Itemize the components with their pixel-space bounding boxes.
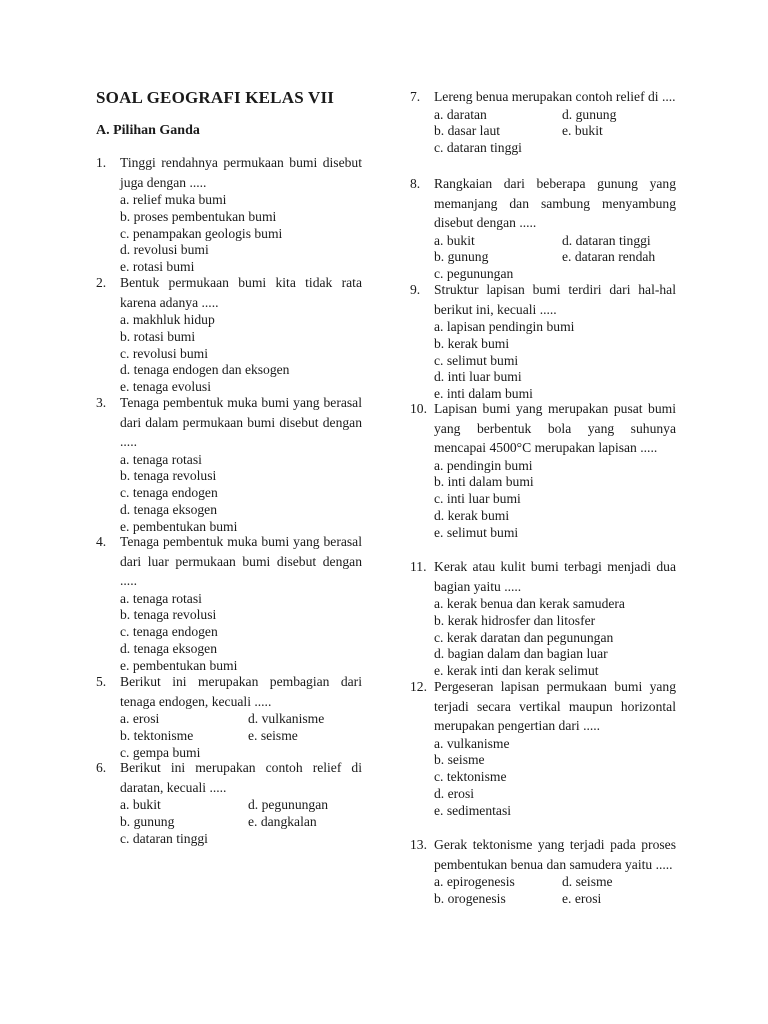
- option: b. tektonisme: [120, 727, 194, 743]
- option: d. gunung: [562, 106, 617, 122]
- option: a. epirogenesis: [434, 874, 515, 889]
- option: a. bukit: [120, 797, 161, 812]
- option: c. dataran tinggi: [120, 830, 208, 846]
- question-stem: Tenaga pembentuk muka bumi yang berasal dari luar permukaan bumi disebut dengan .....: [120, 534, 362, 588]
- question-number: 2.: [96, 275, 107, 290]
- option-list: [434, 736, 676, 820]
- option: e. selimut bumi: [434, 524, 519, 540]
- option: d. erosi: [434, 785, 475, 801]
- question-number: 8.: [410, 176, 421, 191]
- option: d. bagian dalam dan bagian luar: [434, 646, 608, 662]
- option: e. seisme: [248, 727, 298, 743]
- question-4: [96, 532, 362, 674]
- question-stem: Tenaga pembentuk muka bumi yang berasal dari dalam permukaan bumi disebut dengan .....: [120, 395, 362, 449]
- option-list: [434, 319, 676, 403]
- option-list: [120, 192, 362, 276]
- option: b. inti dalam bumi: [434, 474, 534, 490]
- option: a. vulkanisme: [434, 735, 510, 751]
- question-stem: Lereng benua merupakan contoh relief di ....: [434, 89, 676, 104]
- question-number: 4.: [96, 534, 107, 549]
- option: e. dangkalan: [248, 813, 317, 829]
- option: c. inti luar bumi: [434, 491, 521, 507]
- question-stem: Pergeseran lapisan permukaan bumi yang terjadi secara vertikal maupun horizontal merupakan pengertian dari .....: [434, 679, 676, 733]
- option: e. inti dalam bumi: [434, 386, 533, 402]
- question-number: 3.: [96, 395, 107, 410]
- option-list: [434, 874, 676, 908]
- question-stem: Tinggi rendahnya permukaan bumi disebut juga dengan .....: [120, 155, 362, 190]
- option: d. pegunungan: [248, 797, 329, 812]
- question-number: 6.: [96, 760, 107, 775]
- option: b. gunung: [434, 249, 489, 265]
- question-stem: Berikut ini merupakan pembagian dari tenaga endogen, kecuali .....: [120, 674, 362, 709]
- option: b. tenaga revolusi: [120, 468, 217, 484]
- question-number: 11.: [410, 559, 427, 574]
- question-number: 12.: [410, 679, 427, 694]
- option: b. kerak hidrosfer dan litosfer: [434, 612, 596, 628]
- option: e. tenaga evolusi: [120, 379, 211, 395]
- option: c. tenaga endogen: [120, 624, 218, 640]
- option: a. kerak benua dan kerak samudera: [434, 596, 625, 611]
- question-stem: Kerak atau kulit bumi terbagi menjadi dua bagian yaitu .....: [434, 559, 676, 594]
- option: c. selimut bumi: [434, 352, 519, 368]
- option: a. daratan: [434, 106, 487, 122]
- option: b. tenaga revolusi: [120, 607, 217, 623]
- option: a. relief muka bumi: [120, 192, 227, 207]
- option: e. sedimentasi: [434, 802, 512, 818]
- question-stem: Gerak tektonisme yang terjadi pada proses pembentukan benua dan samudera yaitu .....: [434, 837, 676, 872]
- option: e. dataran rendah: [562, 249, 656, 265]
- option: b. gunung: [120, 813, 175, 829]
- section-heading: A. Pilihan Ganda: [96, 123, 200, 138]
- option: a. tenaga rotasi: [120, 451, 202, 467]
- option: d. inti luar bumi: [434, 369, 522, 385]
- question-stem: Lapisan bumi yang merupakan pusat bumi yang berbentuk bola yang suhunya mencapai 4500°C merupakan lapisan .....: [434, 401, 676, 455]
- option: c. revolusi bumi: [120, 345, 208, 361]
- question-5: [96, 672, 362, 761]
- question-stem: Rangkaian dari beberapa gunung yang memanjang dan sambung menyambung disebut dengan .....: [434, 176, 676, 230]
- option: d. vulkanisme: [248, 711, 325, 726]
- option: e. rotasi bumi: [120, 259, 195, 275]
- option-list: [120, 711, 362, 761]
- option: c. dataran tinggi: [434, 140, 522, 156]
- question-number: 10.: [410, 401, 427, 416]
- question-11: [410, 557, 676, 680]
- option: b. dasar laut: [434, 123, 501, 139]
- question-stem: Berikut ini merupakan contoh relief di daratan, kecuali .....: [120, 760, 362, 795]
- option: e. pembentukan bumi: [120, 518, 238, 534]
- question-13: [410, 835, 676, 908]
- option: b. proses pembentukan bumi: [120, 208, 277, 224]
- option: d. dataran tinggi: [562, 232, 651, 248]
- question-2: [96, 273, 362, 396]
- question-7: [410, 87, 676, 157]
- option-list: [434, 107, 676, 157]
- option-list: [434, 596, 676, 680]
- option: b. rotasi bumi: [120, 328, 196, 344]
- option: c. pegunungan: [434, 266, 514, 282]
- question-number: 7.: [410, 89, 421, 104]
- option-list: [434, 458, 676, 542]
- page-title: SOAL GEOGRAFI KELAS VII: [96, 88, 335, 107]
- question-6: [96, 758, 362, 847]
- question-stem: Bentuk permukaan bumi kita tidak rata karena adanya .....: [120, 275, 362, 310]
- option: a. tenaga rotasi: [120, 590, 202, 606]
- question-stem: Struktur lapisan bumi terdiri dari hal-hal berikut ini, kecuali .....: [434, 282, 676, 317]
- option: b. kerak bumi: [434, 335, 510, 351]
- question-1: [96, 153, 362, 276]
- option: c. tenaga endogen: [120, 485, 218, 501]
- question-number: 5.: [96, 674, 107, 689]
- question-10: [410, 399, 676, 541]
- option: a. bukit: [434, 232, 475, 248]
- option-list: [434, 233, 676, 283]
- option: c. tektonisme: [434, 769, 507, 785]
- option: b. orogenesis: [434, 890, 506, 906]
- option-list: [120, 591, 362, 675]
- option: c. kerak daratan dan pegunungan: [434, 629, 614, 645]
- option: e. erosi: [562, 890, 602, 906]
- option: d. tenaga endogen dan eksogen: [120, 362, 290, 378]
- question-number: 1.: [96, 155, 107, 170]
- question-number: 13.: [410, 837, 427, 852]
- option-list: [120, 797, 362, 847]
- question-9: [410, 280, 676, 403]
- question-3: [96, 393, 362, 535]
- option: a. pendingin bumi: [434, 457, 533, 473]
- option: a. erosi: [120, 711, 160, 726]
- option: c. penampakan geologis bumi: [120, 225, 283, 241]
- question-12: [410, 677, 676, 819]
- option: c. gempa bumi: [120, 744, 201, 760]
- option: a. makhluk hidup: [120, 312, 215, 327]
- option: e. bukit: [562, 123, 603, 139]
- option: d. seisme: [562, 874, 613, 889]
- option: e. pembentukan bumi: [120, 657, 238, 673]
- option: b. seisme: [434, 752, 485, 768]
- question-8: [410, 174, 676, 283]
- option: e. kerak inti dan kerak selimut: [434, 663, 599, 679]
- option: d. tenaga eksogen: [120, 640, 218, 656]
- option: d. revolusi bumi: [120, 242, 209, 258]
- question-number: 9.: [410, 282, 421, 297]
- option-list: [120, 452, 362, 536]
- option-list: [120, 312, 362, 396]
- option: d. tenaga eksogen: [120, 501, 218, 517]
- option: a. lapisan pendingin bumi: [434, 319, 575, 334]
- option: d. kerak bumi: [434, 507, 510, 523]
